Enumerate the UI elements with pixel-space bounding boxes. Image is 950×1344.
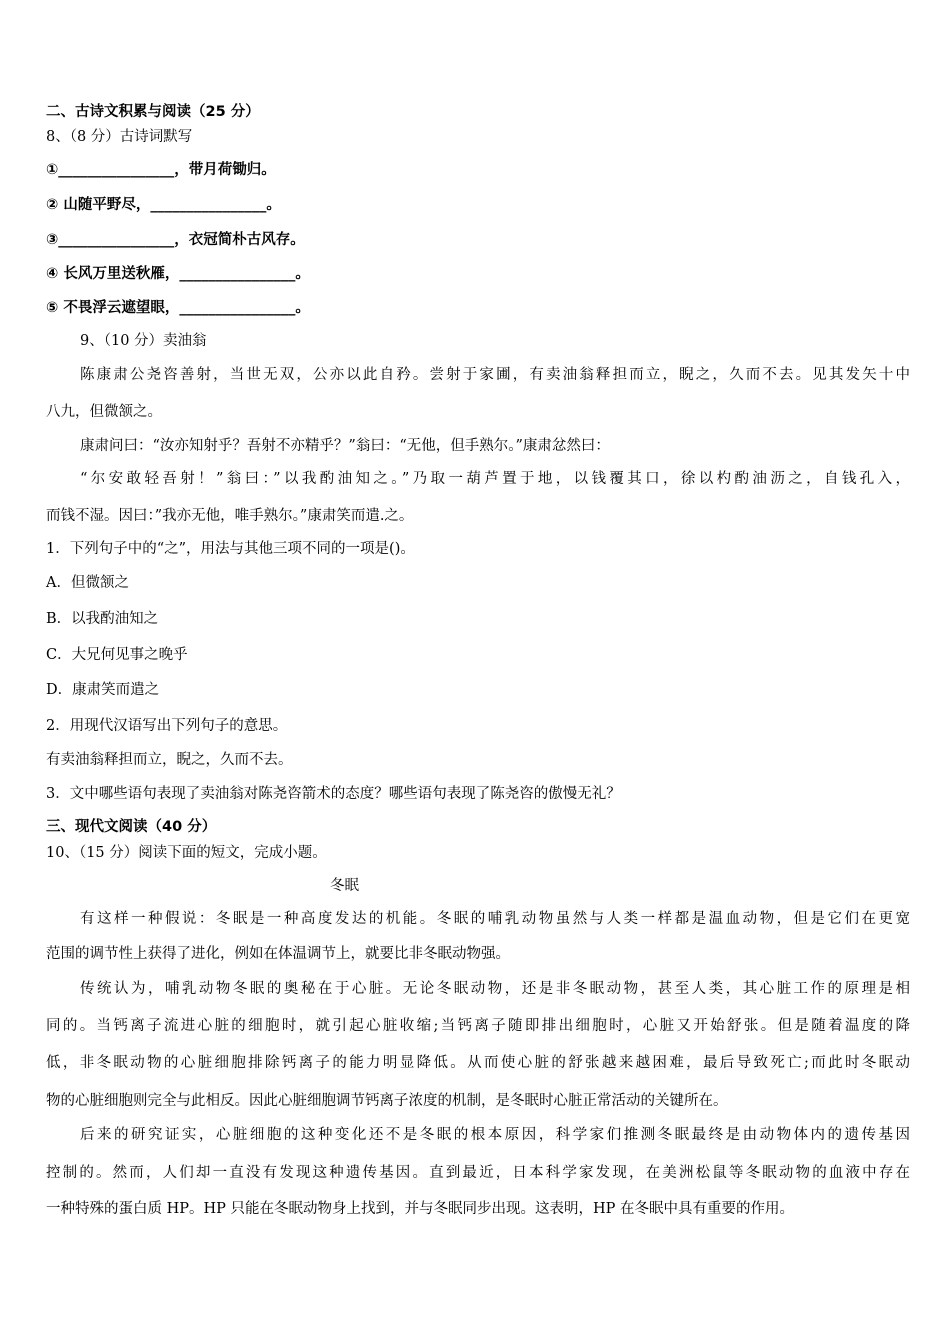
q9-passage-line: 而钱不湿。因曰：”我亦无他，唯手熟尔。”康肃笑而遣.之。 [46,508,414,524]
q9-passage-line: “尔安敢轻吾射！”翁曰：”以我酌油知之。”乃取一葫芦置于地，以钱覆其口，徐以杓酌油沥之，自钱孔入， [80,471,910,487]
article-paragraph-line: 物的心脏细胞则完全与此相反。因此心脏细胞调节钙离子浓度的机制，是冬眠时心脏正常活动的关键所在。 [46,1093,728,1109]
q9-sub3-question: 3．文中哪些语句表现了卖油翁对陈尧咨箭术的态度？哪些语句表现了陈尧咨的傲慢无礼？ [46,786,621,802]
q9-sub1-option-d: D．康肃笑而遣之 [46,682,160,698]
article-paragraph-line: 低，非冬眠动物的心脏细胞排除钙离子的能力明显降低。从而使心脏的舒张越来越困难，最后导致死亡;而此时冬眠动 [46,1055,910,1071]
q9-passage-line: 康肃问曰：“汝亦知射乎？吾射不亦精乎？”翁曰：“无他，但手熟尔。”康肃忿然曰： [80,438,610,454]
q9-sub1-option-b: B．以我酌油知之 [46,611,159,627]
article-paragraph-line: 传统认为，哺乳动物冬眠的奥秘在于心脏。无论冬眠动物，还是非冬眠动物，甚至人类，其心脏工作的原理是相 [80,981,910,997]
article-paragraph-line: 控制的。然而，人们却一直没有发现这种遗传基因。直到最近，日本科学家发现，在美洲松鼠等冬眠动物的血液中存在 [46,1165,910,1181]
question-9-title: 9、（10 分）卖油翁 [80,333,207,349]
article-paragraph-line: 后来的研究证实，心脏细胞的这种变化还不是冬眠的根本原因，科学家们推测冬眠最终是由动物体内的遗传基因 [80,1127,910,1143]
q9-passage-line: 八九，但微颔之。 [46,404,162,420]
q9-sub1-question: 1．下列句子中的“之”，用法与其他三项不同的一项是()。 [46,541,415,557]
q8-item-5: ⑤ 不畏浮云遮望眼，________________。 [46,300,310,316]
article-title: 冬眠 [330,878,359,894]
question-10-title: 10、（15 分）阅读下面的短文，完成小题。 [46,845,327,861]
article-paragraph-line: 同的。当钙离子流进心脏的细胞时，就引起心脏收缩;当钙离子随即排出细胞时，心脏又开始舒张。但是随着温度的降 [46,1018,910,1034]
article-paragraph-line: 有这样一种假说：冬眠是一种高度发达的机能。冬眠的哺乳动物虽然与人类一样都是温血动物，但是它们在更宽 [80,911,910,927]
q9-sub1-option-a: A．但微颔之 [46,575,129,591]
section-heading-modern: 三、现代文阅读（40 分） [46,819,217,835]
article-paragraph-line: 一种特殊的蛋白质 HP。HP 只能在冬眠动物身上找到，并与冬眠同步出现。这表明，HP 在冬眠中具有重要的作用。 [46,1201,795,1217]
q9-sub1-option-c: C．大兄何见事之晚乎 [46,647,188,663]
question-8-title: 8、（8 分）古诗词默写 [46,129,193,145]
q8-item-2: ② 山随平野尽，________________。 [46,197,281,213]
q8-item-3: ③________________，衣冠简朴古风存。 [46,232,305,248]
q9-sub2-question: 2．用现代汉语写出下列句子的意思。 [46,718,288,734]
q9-passage-line: 陈康肃公尧咨善射，当世无双，公亦以此自矜。尝射于家圃，有卖油翁释担而立，睨之，久而不去。见其发矢十中 [80,367,910,383]
section-heading-classical: 二、古诗文积累与阅读（25 分） [46,104,260,120]
article-paragraph-line: 范围的调节性上获得了进化，例如在体温调节上，就要比非冬眠动物强。 [46,946,510,962]
q9-sub2-sentence: 有卖油翁释担而立，睨之，久而不去。 [46,752,293,768]
q8-item-1: ①________________，带月荷锄归。 [46,162,276,178]
q8-item-4: ④ 长风万里送秋雁，________________。 [46,266,310,282]
